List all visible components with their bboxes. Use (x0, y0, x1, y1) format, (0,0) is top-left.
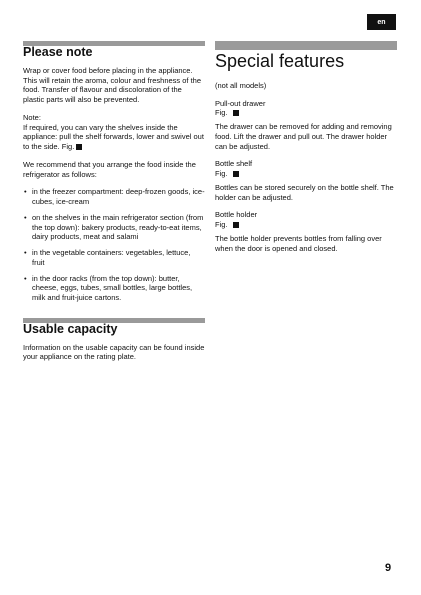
feature-heading: Pull-out drawer (215, 98, 266, 108)
please-note-heading: Please note (23, 45, 93, 59)
fig-label: Fig. (215, 220, 228, 230)
feature-heading: Bottle shelf (215, 159, 253, 169)
list-item (23, 187, 205, 207)
usable-capacity-text: Information on the usable capacity can be found inside your appliance on the rating plate. (23, 342, 205, 362)
special-features-subtitle: (not all models) (215, 80, 267, 90)
feature-fig-ref (215, 108, 397, 118)
list-item-text: in the vegetable containers: vegetables, lettuce, fruit (32, 248, 191, 267)
feature-text: The bottle holder prevents bottles from falling over when the door is opened and closed. (215, 233, 382, 253)
note-fig-ref: Fig. (61, 142, 75, 151)
usable-capacity-heading: Usable capacity (23, 321, 118, 336)
list-item-text: on the shelves in the main refrigerator section (from the top down): bakery products, ready-to-eat items, dairy products, meat and salami (32, 212, 204, 242)
language-badge: en (367, 14, 396, 30)
feature-heading: Bottle holder (215, 210, 258, 220)
page-number: 9 (385, 562, 392, 574)
feature-text: Bottles can be stored securely on the bottle shelf. The holder can be adjusted. (215, 182, 394, 202)
bullet-icon: • (24, 187, 27, 197)
special-features-heading: Special features (215, 51, 345, 71)
list-item (23, 213, 205, 242)
note-label: Note: (23, 112, 41, 122)
bullet-icon: • (24, 212, 27, 222)
figure-marker-icon (76, 144, 82, 150)
note-text (23, 123, 205, 152)
figure-marker-icon (233, 171, 239, 177)
right-column (215, 41, 397, 261)
bullet-icon: • (24, 248, 27, 257)
feature-fig-ref (215, 169, 397, 179)
figure-marker-icon (233, 222, 239, 228)
note-text-body: If required, you can vary the shelves inside the appliance: pull the shelf forwards, lower and swivel out to the side. (23, 122, 204, 151)
list-item-text: in the door racks (from the top down): butter, cheese, eggs, tubes, small bottles, large bottles, milk and fruit-juice cartons. (32, 273, 193, 302)
bullet-icon: • (24, 273, 27, 283)
fig-label: Fig. (215, 169, 228, 179)
feature-fig-ref (215, 220, 397, 230)
figure-marker-icon (233, 110, 239, 116)
list-item-text: in the freezer compartment: deep-frozen goods, ice-cubes, ice-cream (32, 187, 205, 206)
list-item (23, 274, 205, 303)
storage-list (23, 187, 205, 303)
section-rule (215, 41, 397, 50)
list-item (23, 248, 205, 268)
fig-label: Fig. (215, 108, 228, 118)
left-column (23, 41, 205, 370)
feature-text: The drawer can be removed for adding and removing food. Lift the drawer and pull out. The drawer holder can be adjusted. (215, 122, 392, 151)
please-note-intro: Wrap or cover food before placing in the appliance. This will retain the aroma, colour and freshness of the food. Transfer of flavour and discoloration of the plastic parts will also be prevented. (23, 65, 202, 104)
recommend-text: We recommend that you arrange the food inside the refrigerator as follows: (23, 159, 196, 179)
